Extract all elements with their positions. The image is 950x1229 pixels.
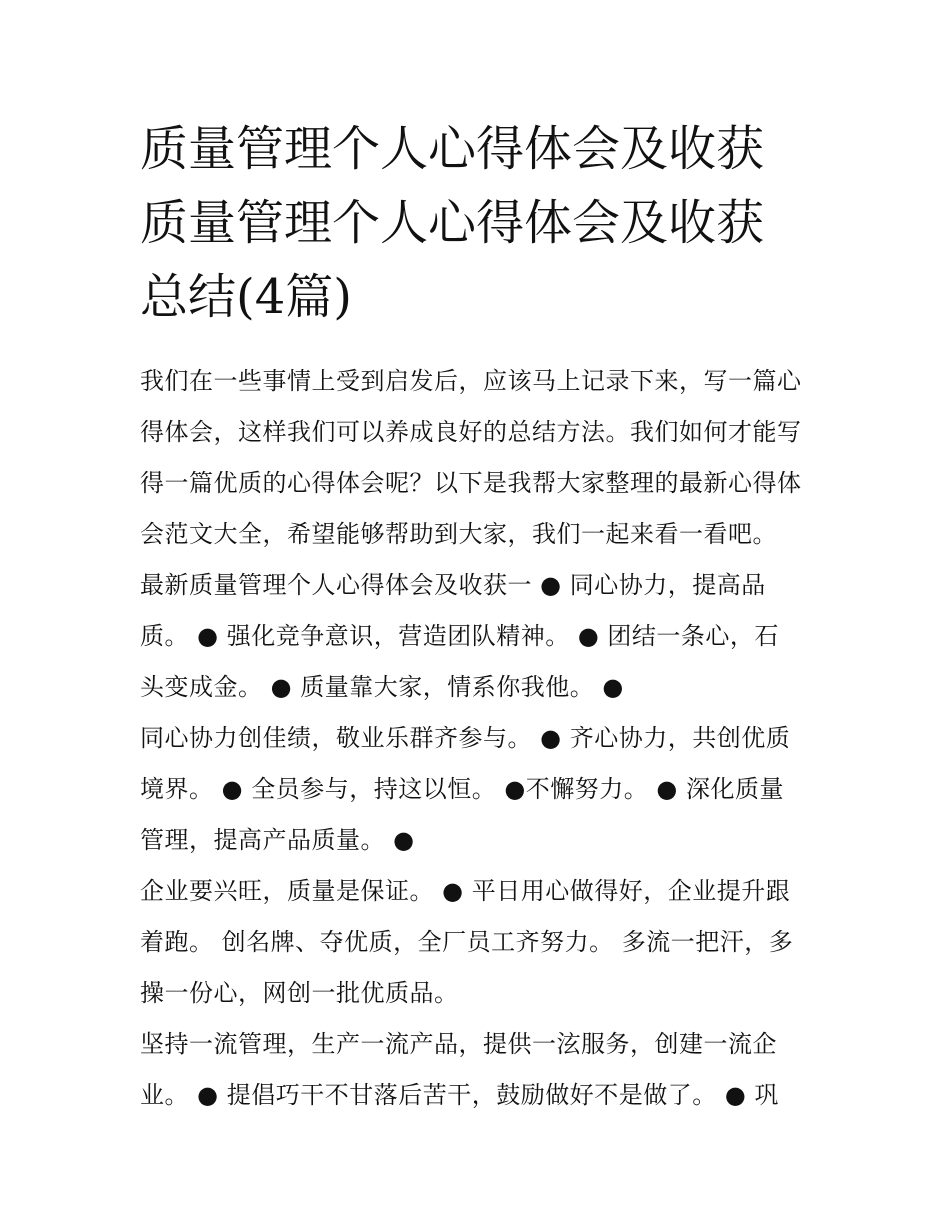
document-body [140, 356, 820, 1121]
text-line: 得体会，这样我们可以养成良好的总结方法。我们如何才能写 [140, 418, 802, 446]
text-line: 同心协力创佳绩，敬业乐群齐参与。 ● 齐心协力，共创优质 [140, 724, 791, 752]
text-line: 操一份心，网创一批优质品。 [140, 979, 459, 1007]
text-line: 质。 ● 强化竞争意识，营造团队精神。 ● 团结一条心，石 [140, 622, 779, 650]
text-line: 会范文大全，希望能够帮助到大家，我们一起来看一看吧。 [140, 520, 777, 548]
text-line: 得一篇优质的心得体会呢？以下是我帮大家整理的最新心得体 [140, 469, 802, 497]
text-line: 我们在一些事情上受到启发后，应该马上记录下来，写一篇心 [140, 367, 802, 395]
text-line: 坚持一流管理，生产一流产品，提供一泫服务，创建一流企 [140, 1030, 777, 1058]
paragraph-slogans-1 [140, 713, 820, 866]
text-line: 境界。 ● 全员参与，持这以恒。 ●不懈努力。 ● 深化质量 [140, 775, 784, 803]
text-line: 业。 ● 提倡巧干不甘落后苦干，鼓励做好不是做了。 ● 巩 [140, 1081, 779, 1109]
paragraph-intro [140, 356, 820, 560]
paragraph-slogans-3 [140, 1019, 820, 1121]
text-line: 企业要兴旺，质量是保证。 ● 平日用心做得好，企业提升跟 [140, 877, 791, 905]
paragraph-section-1 [140, 560, 820, 713]
title-line-2: 质量管理个人心得体会及收获 [140, 195, 765, 251]
document-title [140, 112, 820, 334]
text-line: 最新质量管理个人心得体会及收获一 ● 同心协力，提高品 [140, 571, 766, 599]
text-line: 着跑。 创名牌、夺优质，全厂员工齐努力。 多流一把汗，多 [140, 928, 794, 956]
text-line: 管理，提高产品质量。 ● [140, 826, 415, 854]
paragraph-slogans-2 [140, 866, 820, 1019]
document-page [140, 112, 820, 1121]
title-line-3: 总结(4篇) [140, 269, 352, 325]
text-line: 头变成金。 ● 质量靠大家，情系你我他。 ● [140, 673, 624, 701]
title-line-1: 质量管理个人心得体会及收获 [140, 121, 765, 177]
